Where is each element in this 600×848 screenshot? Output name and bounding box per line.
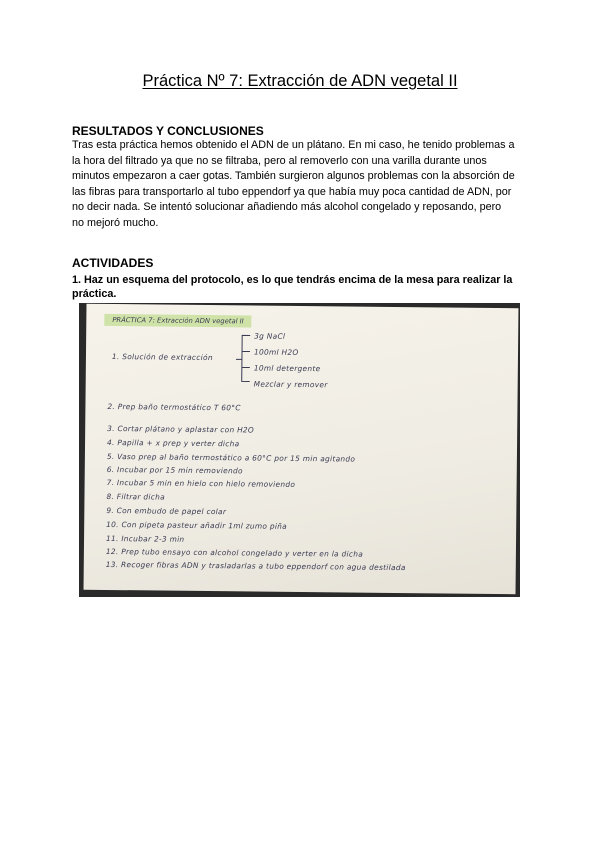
results-line: no decir nada. Se intentó solucionar añadiendo más alcohol congelado y reposando, pero xyxy=(72,201,502,214)
handwritten-step: 3. Cortar plátano y aplastar con H2O xyxy=(107,423,255,435)
handwritten-step: 12. Prep tubo ensayo con alcohol congelado y verter en la dicha xyxy=(105,546,364,559)
handwritten-branch: 100ml H2O xyxy=(253,347,299,357)
handwritten-step: 2. Prep baño termostático T 60°C xyxy=(107,401,241,413)
activities-heading: ACTIVIDADES xyxy=(72,256,154,270)
activity-question xyxy=(72,273,534,301)
question-line: práctica. xyxy=(72,288,117,300)
handwritten-step: 4. Papilla + x prep y verter dicha xyxy=(107,437,240,449)
handwritten-step: 7. Incubar 5 min en hielo con hielo removiendo xyxy=(106,477,296,489)
handwritten-step: 8. Filtrar dicha xyxy=(106,491,165,502)
handwritten-step: 6. Incubar por 15 min removiendo xyxy=(106,464,243,476)
handwritten-sheet xyxy=(84,304,519,595)
handwritten-branch: 3g NaCl xyxy=(254,331,286,341)
question-line: 1. Haz un esquema del protocolo, es lo que tendrás encima de la mesa para realizar la xyxy=(72,274,513,286)
handwritten-title: PRÁCTICA 7: Extracción ADN vegetal II xyxy=(104,314,251,328)
protocol-photo xyxy=(79,303,520,597)
bracket-icon xyxy=(236,331,255,385)
results-heading: RESULTADOS Y CONCLUSIONES xyxy=(72,124,264,138)
page-title: Práctica Nº 7: Extracción de ADN vegetal II xyxy=(142,72,458,90)
results-paragraph xyxy=(72,138,534,232)
handwritten-step: 5. Vaso prep al baño termostático a 60°C por 15 min agitando xyxy=(106,451,356,464)
results-line: Tras esta práctica hemos obtenido el ADN de un plátano. En mi caso, he tenido problemas a xyxy=(72,139,515,151)
results-line: la hora del filtrado ya que no se filtraba, pero al removerlo con una varilla durante unos xyxy=(72,154,487,167)
handwritten-step: 1. Solución de extracción xyxy=(111,352,213,363)
handwritten-branch: Mezclar y remover xyxy=(253,379,328,390)
results-line: minutos empezaron a caer gotas. También surgieron algunos problemas con la absorción de xyxy=(72,170,515,183)
handwritten-branch: 10ml detergente xyxy=(253,363,321,374)
results-line: las fibras para transportarlo al tubo eppendorf ya que había muy poca cantidad de ADN, por xyxy=(72,185,512,198)
results-line: no mejoró mucho. xyxy=(72,216,159,229)
handwritten-step: 10. Con pipeta pasteur añadir 1ml zumo piña xyxy=(106,519,288,531)
handwritten-step: 9. Con embudo de papel colar xyxy=(106,505,227,517)
handwritten-step: 11. Incubar 2-3 min xyxy=(106,533,185,544)
handwritten-step: 13. Recoger fibras ADN y trasladarlas a tubo eppendorf con agua destilada xyxy=(105,559,406,573)
